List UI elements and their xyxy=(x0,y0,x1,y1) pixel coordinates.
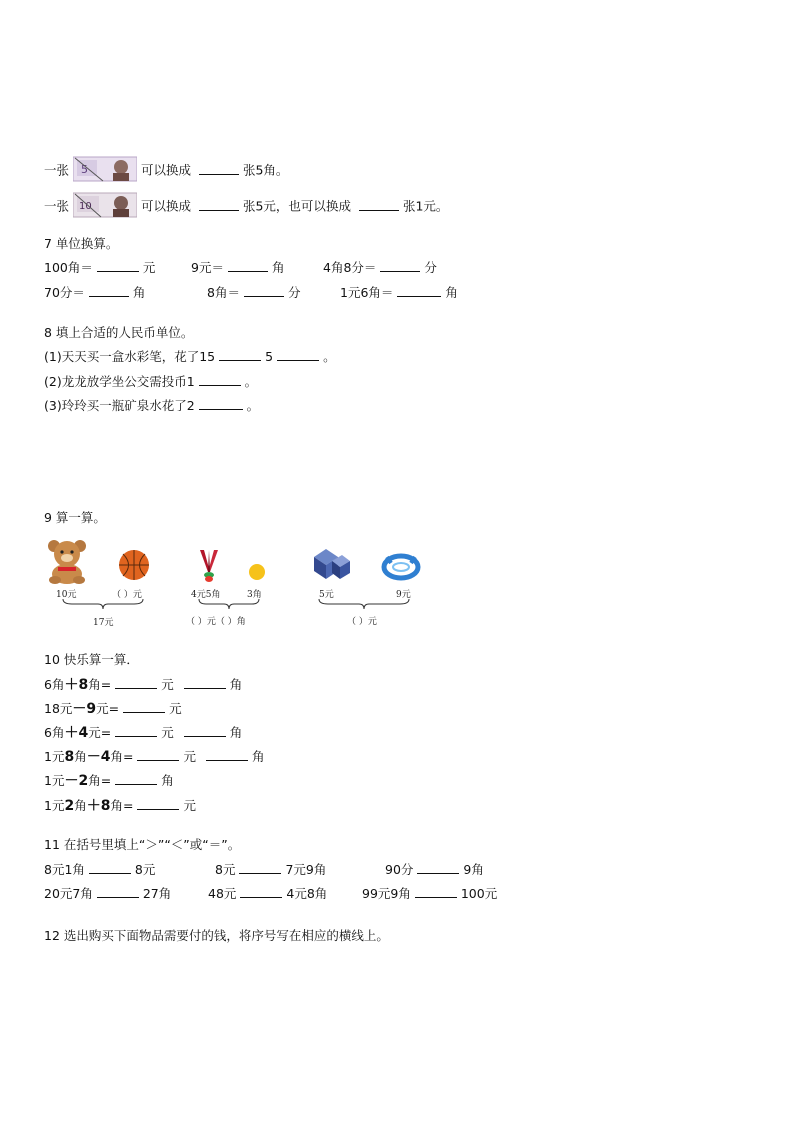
q10-term: 角 xyxy=(74,798,87,813)
q7-item xyxy=(44,284,145,302)
q10-unit: 元 xyxy=(161,677,174,692)
q11-item xyxy=(215,861,326,879)
q11-left: 8元 xyxy=(215,862,236,877)
coin-price: 3角 xyxy=(247,590,262,600)
q7-item xyxy=(44,259,155,277)
q10-row xyxy=(44,797,196,815)
answer-blank[interactable] xyxy=(380,259,420,272)
q10-operator: ＋4 xyxy=(64,725,89,741)
answer-blank[interactable] xyxy=(123,700,165,713)
q7-item-prefix: 4角8分＝ xyxy=(323,260,377,275)
answer-blank[interactable] xyxy=(184,724,226,737)
group3-answer-blank[interactable]: （ ）元 xyxy=(347,617,377,627)
answer-blank[interactable] xyxy=(115,676,157,689)
basketball-icon xyxy=(118,549,150,581)
q7-item xyxy=(191,259,284,277)
q8-line1-end: 。 xyxy=(323,349,336,364)
q7-item xyxy=(340,284,458,302)
q11-right: 8元 xyxy=(134,862,156,877)
bear-price: 10元 xyxy=(56,590,77,600)
q10-unit: 元 xyxy=(169,701,182,716)
q7-title: 7 单位换算。 xyxy=(44,236,119,251)
q11-left: 99元9角 xyxy=(362,886,411,901)
q7-item-unit: 角 xyxy=(445,285,458,300)
teddy-bear-icon xyxy=(46,538,88,584)
q7-item xyxy=(323,259,437,277)
q10-operator: ＋8 xyxy=(86,798,111,814)
q10-title: 10 快乐算一算． xyxy=(44,652,139,667)
q6-line2-suffix: 张1元。 xyxy=(402,198,449,214)
q10-operator: －2 xyxy=(64,773,89,789)
q6-line2-prefix: 一张 xyxy=(44,198,70,214)
q8-line-3 xyxy=(44,397,259,415)
answer-blank[interactable] xyxy=(199,373,241,386)
answer-blank[interactable] xyxy=(417,861,459,874)
answer-blank[interactable] xyxy=(206,748,248,761)
q10-row xyxy=(44,748,264,766)
q8-line1-mid: 5 xyxy=(265,349,274,364)
q7-item-unit: 分 xyxy=(424,260,437,275)
q10-term: 角= xyxy=(110,798,134,813)
q10-unit: 元 xyxy=(183,798,196,813)
q6-line-1 xyxy=(44,158,288,176)
q11-item xyxy=(44,861,155,879)
answer-blank[interactable] xyxy=(219,348,261,361)
brace-icon xyxy=(198,598,260,610)
q7-item-prefix: 1元6角＝ xyxy=(340,285,394,300)
q8-title: 8 填上合适的人民币单位。 xyxy=(44,325,194,340)
shuttlecock-price: 4元5角 xyxy=(191,590,221,600)
answer-blank[interactable] xyxy=(228,259,268,272)
q10-term: 元= xyxy=(96,701,120,716)
q7-item-unit: 分 xyxy=(287,285,301,300)
svg-text:5: 5 xyxy=(81,163,88,176)
q11-left: 90分 xyxy=(385,862,414,877)
q10-row xyxy=(44,700,182,718)
q11-left: 8元1角 xyxy=(44,862,85,877)
q11-item xyxy=(44,885,171,903)
ring-toy-icon xyxy=(381,551,421,581)
q11-right: 27角 xyxy=(142,886,172,901)
ball-price-blank[interactable]: （ ）元 xyxy=(112,590,142,600)
blocks-price: 5元 xyxy=(319,590,334,600)
q11-right: 100元 xyxy=(460,886,498,901)
q8-line3-text: (3)玲玲买一瓶矿泉水花了2 xyxy=(44,398,195,413)
building-blocks-icon xyxy=(312,545,352,583)
q6-line2-mid: 可以换成 xyxy=(140,198,191,214)
q10-term: 角= xyxy=(110,749,134,764)
group2-answer-blank[interactable]: （ ）元（ ）角 xyxy=(186,617,246,627)
answer-blank[interactable] xyxy=(244,284,284,297)
q8-line-2 xyxy=(44,373,257,391)
q10-term: 1元 xyxy=(44,798,65,813)
answer-blank[interactable] xyxy=(239,861,281,874)
q10-row xyxy=(44,676,242,694)
q10-term: 18元 xyxy=(44,701,73,716)
q7-item xyxy=(207,284,300,302)
answer-blank[interactable] xyxy=(137,748,179,761)
answer-blank[interactable] xyxy=(89,284,129,297)
q10-term: 1元 xyxy=(44,773,65,788)
q12-title: 12 选出购买下面物品需要付的钱，将序号写在相应的横线上。 xyxy=(44,928,389,943)
q10-term: 元= xyxy=(88,725,112,740)
ring-price: 9元 xyxy=(396,590,411,600)
q10-operator: －9 xyxy=(72,701,97,717)
answer-blank[interactable] xyxy=(415,885,457,898)
q10-row xyxy=(44,772,174,790)
five-yuan-banknote-image xyxy=(73,156,137,182)
q6-line1-suffix: 张5角。 xyxy=(242,162,289,178)
q10-unit: 角 xyxy=(251,749,265,764)
q11-item xyxy=(362,885,497,903)
q7-item-prefix: 100角＝ xyxy=(44,260,93,275)
q10-unit: 角 xyxy=(161,773,174,788)
answer-blank[interactable] xyxy=(115,724,157,737)
q10-row xyxy=(44,724,242,742)
q10-term: 6角 xyxy=(44,677,65,692)
q6-line1-mid: 可以换成 xyxy=(140,162,191,178)
q7-item-unit: 角 xyxy=(132,285,146,300)
q7-item-prefix: 8角＝ xyxy=(207,285,240,300)
q7-item-unit: 元 xyxy=(142,260,156,275)
q10-unit: 元 xyxy=(161,725,174,740)
q10-operator: ＋8 xyxy=(64,677,89,693)
answer-blank[interactable] xyxy=(184,676,226,689)
q10-term: 角 xyxy=(74,749,87,764)
q7-item-prefix: 9元＝ xyxy=(191,260,224,275)
q10-unit: 元 xyxy=(183,749,196,764)
q6-line1-prefix: 一张 xyxy=(44,162,70,178)
q10-unit: 角 xyxy=(229,725,243,740)
answer-blank[interactable] xyxy=(359,198,399,211)
q7-item-prefix: 70分＝ xyxy=(44,285,85,300)
answer-blank[interactable] xyxy=(89,861,131,874)
q11-item xyxy=(385,861,484,879)
answer-blank[interactable] xyxy=(199,162,239,175)
answer-blank[interactable] xyxy=(240,885,282,898)
q8-line2-text: (2)龙龙放学坐公交需投币1 xyxy=(44,374,195,389)
answer-blank[interactable] xyxy=(97,259,139,272)
answer-blank[interactable] xyxy=(115,772,157,785)
q10-term: 6角 xyxy=(44,725,65,740)
q11-right: 4元8角 xyxy=(286,886,328,901)
q10-unit: 角 xyxy=(229,677,243,692)
coin-icon xyxy=(248,563,266,581)
q10-term: 1元 xyxy=(44,749,65,764)
q8-line2-end: 。 xyxy=(244,374,258,389)
answer-blank[interactable] xyxy=(277,348,319,361)
group1-total: 17元 xyxy=(93,618,114,628)
q11-left: 20元7角 xyxy=(44,886,93,901)
q7-item-unit: 角 xyxy=(271,260,285,275)
answer-blank[interactable] xyxy=(397,284,441,297)
q11-item xyxy=(208,885,327,903)
q11-right: 7元9角 xyxy=(285,862,327,877)
q11-left: 48元 xyxy=(208,886,237,901)
q6-line2-mid2: 张5元，也可以换成 xyxy=(242,198,351,214)
q10-operator: 8 xyxy=(64,749,75,765)
q9-title: 9 算一算。 xyxy=(44,510,106,525)
q8-line-1 xyxy=(44,348,336,366)
brace-icon xyxy=(62,598,144,610)
answer-blank[interactable] xyxy=(97,885,139,898)
answer-blank[interactable] xyxy=(199,397,243,410)
q8-line3-end: 。 xyxy=(246,398,260,413)
answer-blank[interactable] xyxy=(199,198,239,211)
q11-title: 11 在括号里填上“＞”“＜”或“＝”。 xyxy=(44,837,241,852)
q10-operator: －4 xyxy=(86,749,111,765)
ten-yuan-banknote-image xyxy=(73,192,137,218)
q6-line-2 xyxy=(44,194,448,212)
q10-term: 角= xyxy=(88,677,112,692)
q11-right: 9角 xyxy=(463,862,484,877)
svg-text:10: 10 xyxy=(79,201,92,212)
brace-icon xyxy=(318,598,410,610)
q10-operator: 2 xyxy=(64,798,75,814)
q10-term: 角= xyxy=(88,773,112,788)
shuttlecock-icon xyxy=(196,548,222,584)
q8-line1-text: (1)天天买一盒水彩笔，花了15 xyxy=(44,349,216,364)
answer-blank[interactable] xyxy=(137,797,179,810)
